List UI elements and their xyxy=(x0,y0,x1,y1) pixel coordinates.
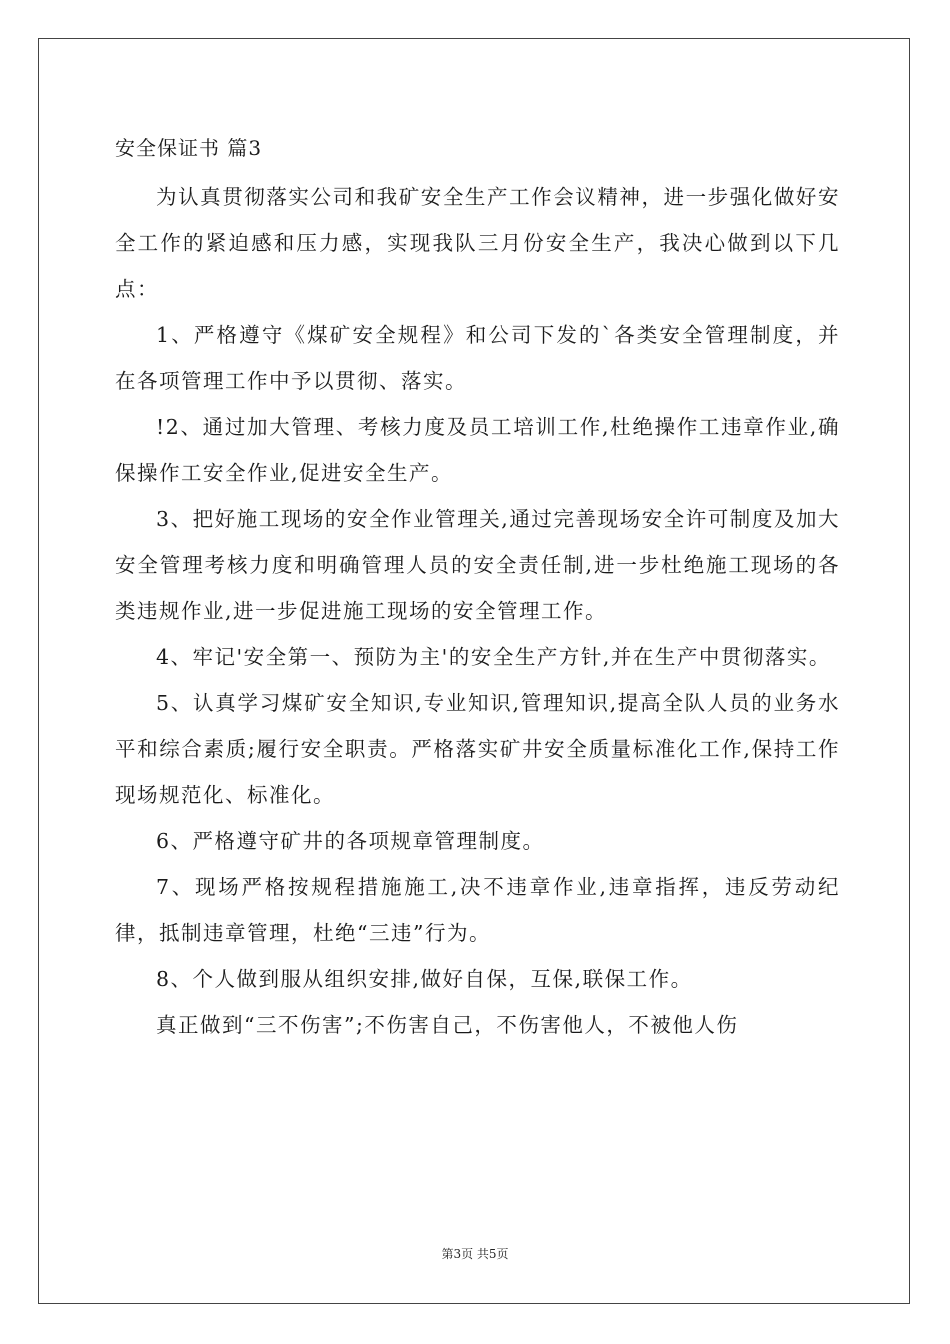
page-number-footer: 第3页 共5页 xyxy=(441,1247,509,1261)
document-body xyxy=(115,128,840,1048)
paragraph-item-6: 6、严格遵守矿井的各项规章管理制度。 xyxy=(156,829,545,853)
paragraph-item-2: !2、通过加大管理、考核力度及员工培训工作,杜绝操作工违章作业,确保操作工安全作业,促进安全生产。 xyxy=(115,415,840,485)
paragraph-item-4: 4、牢记'安全第一、预防为主'的安全生产方针,并在生产中贯彻落实。 xyxy=(156,645,831,669)
paragraph-intro: 为认真贯彻落实公司和我矿安全生产工作会议精神，进一步强化做好安全工作的紧迫感和压力感，实现我队三月份安全生产，我决心做到以下几点： xyxy=(115,185,840,301)
paragraph-item-5: 5、认真学习煤矿安全知识,专业知识,管理知识,提高全队人员的业务水平和综合素质;履行安全职责。严格落实矿井安全质量标准化工作,保持工作现场规范化、标准化。 xyxy=(115,691,840,807)
document-title: 安全保证书 篇3 xyxy=(115,136,263,160)
paragraph-item-3: 3、把好施工现场的安全作业管理关,通过完善现场安全许可制度及加大安全管理考核力度和明确管理人员的安全责任制,进一步杜绝施工现场的各类违规作业,进一步促进施工现场的安全管理工作。 xyxy=(115,507,840,623)
paragraph-item-7: 7、现场严格按规程措施施工,决不违章作业,违章指挥，违反劳动纪律，抵制违章管理，杜绝“三违”行为。 xyxy=(115,875,840,945)
paragraph-closing: 真正做到“三不伤害”;不伤害自己，不伤害他人，不被他人伤 xyxy=(156,1013,739,1037)
paragraph-item-1: 1、严格遵守《煤矿安全规程》和公司下发的`各类安全管理制度，并在各项管理工作中予以贯彻、落实。 xyxy=(115,323,840,393)
paragraph-item-8: 8、个人做到服从组织安排,做好自保，互保,联保工作。 xyxy=(156,967,693,991)
